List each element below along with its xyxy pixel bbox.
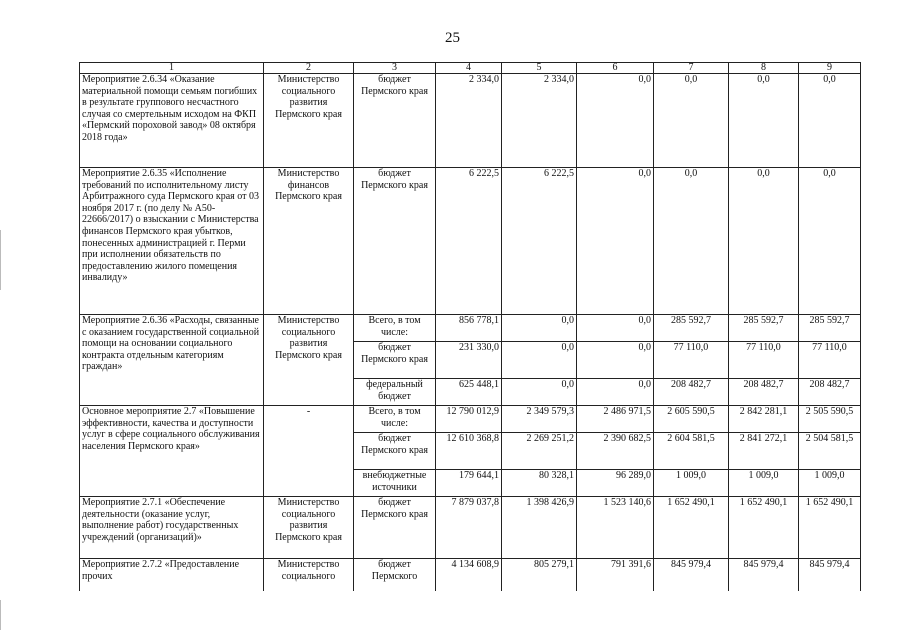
amount-cell: 0,0 xyxy=(799,74,861,168)
amount-cell: 0,0 xyxy=(577,315,654,342)
amount-cell: 179 644,1 xyxy=(436,470,502,497)
executor: Министерство финансов Пермского края xyxy=(264,168,354,315)
amount-cell: 0,0 xyxy=(577,74,654,168)
amount-cell: 1 009,0 xyxy=(654,470,729,497)
amount-cell: 0,0 xyxy=(577,342,654,379)
measure-name: Мероприятие 2.6.35 «Исполнение требований по исполнительному листу Арбитражного суда Пермского края от 03 ноября 2017 г. (по делу № А50-22666/2017) о взыскании с Министерства финансов Пермского края убытков, понесенных администрацией г. Перми при исполнении обязательств по предоставлению жилого помещения инвалиду» xyxy=(80,168,264,315)
funding-source: внебюджетные источники xyxy=(354,470,436,497)
amount-cell: 2 486 971,5 xyxy=(577,406,654,433)
amount-cell: 2 842 281,1 xyxy=(729,406,799,433)
executor: Министерство социального развития Пермского края xyxy=(264,74,354,168)
funding-source: бюджет Пермского края xyxy=(354,74,436,168)
amount-cell: 845 979,4 xyxy=(654,559,729,591)
amount-cell: 1 009,0 xyxy=(729,470,799,497)
measure-name: Мероприятие 2.7.2 «Предоставление прочих xyxy=(80,559,264,591)
amount-cell: 0,0 xyxy=(729,168,799,315)
executor: Министерство социального xyxy=(264,559,354,591)
table-row xyxy=(80,406,861,433)
amount-cell: 1 652 490,1 xyxy=(654,497,729,559)
amount-cell: 845 979,4 xyxy=(729,559,799,591)
amount-cell: 77 110,0 xyxy=(654,342,729,379)
amount-cell: 0,0 xyxy=(799,168,861,315)
measure-name: Основное мероприятие 2.7 «Повышение эффективности, качества и доступности услуг в сфере социального обслуживания населения Пермского края» xyxy=(80,406,264,497)
table-row xyxy=(80,168,861,315)
amount-cell: 845 979,4 xyxy=(799,559,861,591)
executor: - xyxy=(264,406,354,497)
funding-source: Всего, в том числе: xyxy=(354,315,436,342)
amount-cell: 80 328,1 xyxy=(502,470,577,497)
scan-edge-mark xyxy=(0,600,1,630)
amount-cell: 0,0 xyxy=(654,74,729,168)
executor: Министерство социального развития Пермского края xyxy=(264,315,354,406)
funding-source: бюджет Пермского края xyxy=(354,497,436,559)
amount-cell: 77 110,0 xyxy=(799,342,861,379)
amount-cell: 2 349 579,3 xyxy=(502,406,577,433)
amount-cell: 2 505 590,5 xyxy=(799,406,861,433)
amount-cell: 791 391,6 xyxy=(577,559,654,591)
funding-source: Всего, в том числе: xyxy=(354,406,436,433)
table-row xyxy=(80,74,861,168)
amount-cell: 0,0 xyxy=(502,315,577,342)
header-cell: 7 xyxy=(654,63,729,74)
funding-source: федеральный бюджет xyxy=(354,379,436,406)
header-cell: 8 xyxy=(729,63,799,74)
amount-cell: 625 448,1 xyxy=(436,379,502,406)
amount-cell: 208 482,7 xyxy=(799,379,861,406)
amount-cell: 0,0 xyxy=(502,379,577,406)
header-cell: 5 xyxy=(502,63,577,74)
amount-cell: 96 289,0 xyxy=(577,470,654,497)
funding-source: бюджет Пермского края xyxy=(354,168,436,315)
amount-cell: 231 330,0 xyxy=(436,342,502,379)
header-cell: 1 xyxy=(80,63,264,74)
funding-source: бюджет Пермского края xyxy=(354,433,436,470)
funding-source: бюджет Пермского xyxy=(354,559,436,591)
amount-cell: 0,0 xyxy=(577,379,654,406)
amount-cell: 1 398 426,9 xyxy=(502,497,577,559)
header-row xyxy=(80,63,861,74)
amount-cell: 2 841 272,1 xyxy=(729,433,799,470)
amount-cell: 208 482,7 xyxy=(729,379,799,406)
amount-cell: 208 482,7 xyxy=(654,379,729,406)
amount-cell: 1 652 490,1 xyxy=(729,497,799,559)
amount-cell: 2 504 581,5 xyxy=(799,433,861,470)
page-number: 25 xyxy=(445,30,460,46)
table-row xyxy=(80,559,861,591)
header-cell: 2 xyxy=(264,63,354,74)
measure-name: Мероприятие 2.6.34 «Оказание материальной помощи семьям погибших в результате группового несчастного случая со смертельным исходом на ФКП «Пермский пороховой завод» 08 октября 2018 года» xyxy=(80,74,264,168)
amount-cell: 0,0 xyxy=(502,342,577,379)
amount-cell: 6 222,5 xyxy=(502,168,577,315)
amount-cell: 1 009,0 xyxy=(799,470,861,497)
amount-cell: 805 279,1 xyxy=(502,559,577,591)
executor: Министерство социального развития Пермского края xyxy=(264,497,354,559)
amount-cell: 2 604 581,5 xyxy=(654,433,729,470)
measure-name: Мероприятие 2.6.36 «Расходы, связанные с оказанием государственной социальной помощи на основании социального контракта отдельным категориям граждан» xyxy=(80,315,264,406)
amount-cell: 0,0 xyxy=(729,74,799,168)
amount-cell: 2 334,0 xyxy=(436,74,502,168)
amount-cell: 6 222,5 xyxy=(436,168,502,315)
amount-cell: 2 605 590,5 xyxy=(654,406,729,433)
amount-cell: 7 879 037,8 xyxy=(436,497,502,559)
amount-cell: 4 134 608,9 xyxy=(436,559,502,591)
amount-cell: 0,0 xyxy=(654,168,729,315)
header-cell: 9 xyxy=(799,63,861,74)
amount-cell: 12 610 368,8 xyxy=(436,433,502,470)
amount-cell: 77 110,0 xyxy=(729,342,799,379)
budget-table xyxy=(79,62,861,591)
header-cell: 3 xyxy=(354,63,436,74)
amount-cell: 2 334,0 xyxy=(502,74,577,168)
amount-cell: 1 523 140,6 xyxy=(577,497,654,559)
amount-cell: 285 592,7 xyxy=(654,315,729,342)
amount-cell: 2 390 682,5 xyxy=(577,433,654,470)
amount-cell: 285 592,7 xyxy=(729,315,799,342)
table-row xyxy=(80,315,861,342)
amount-cell: 12 790 012,9 xyxy=(436,406,502,433)
amount-cell: 1 652 490,1 xyxy=(799,497,861,559)
amount-cell: 285 592,7 xyxy=(799,315,861,342)
table-row xyxy=(80,497,861,559)
header-cell: 4 xyxy=(436,63,502,74)
amount-cell: 856 778,1 xyxy=(436,315,502,342)
scan-edge-mark xyxy=(0,230,1,290)
measure-name: Мероприятие 2.7.1 «Обеспечение деятельности (оказание услуг, выполнение работ) государственных учреждений (организаций)» xyxy=(80,497,264,559)
amount-cell: 0,0 xyxy=(577,168,654,315)
funding-source: бюджет Пермского края xyxy=(354,342,436,379)
amount-cell: 2 269 251,2 xyxy=(502,433,577,470)
header-cell: 6 xyxy=(577,63,654,74)
